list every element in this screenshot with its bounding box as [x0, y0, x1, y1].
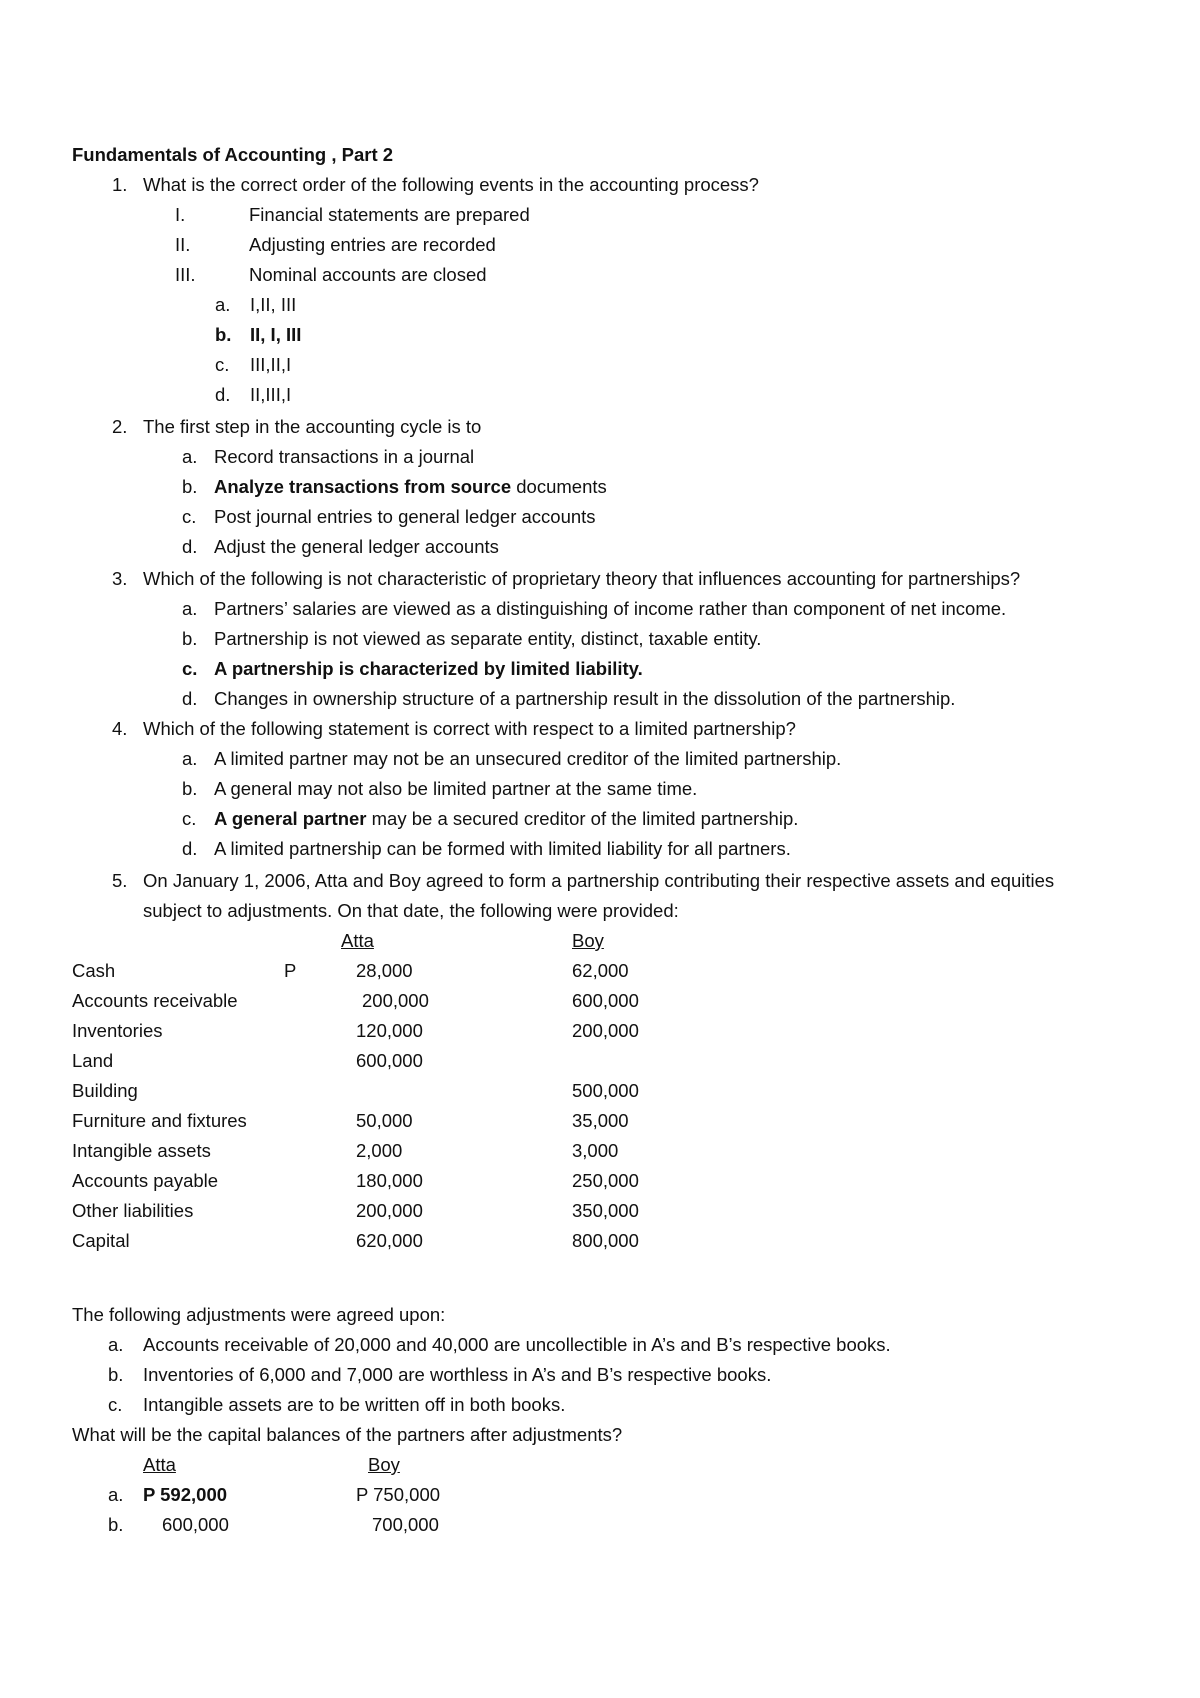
correct-answer: II, I, III [250, 324, 302, 345]
page-title: Fundamentals of Accounting , Part 2 [72, 144, 394, 165]
answer-letter: b. [108, 1514, 124, 1535]
row-label: Capital [72, 1230, 130, 1251]
adjustment-text: Accounts receivable of 20,000 and 40,000 are uncollectible in A’s and B’s respective books. [143, 1334, 891, 1355]
atta-value: 180,000 [356, 1170, 423, 1191]
choice-text: I,II, III [250, 294, 297, 315]
adjustment-letter: b. [108, 1364, 124, 1385]
question-text: What is the correct order of the following events in the accounting process? [143, 174, 759, 195]
choice-letter: c. [182, 658, 198, 679]
answer-atta: 600,000 [162, 1514, 229, 1535]
correct-answer: A general partner [214, 808, 367, 829]
atta-value: 28,000 [356, 960, 413, 981]
correct-answer: Analyze transactions from source [214, 476, 512, 497]
atta-value: 2,000 [356, 1140, 403, 1161]
choice-text: A limited partnership can be formed with limited liability for all partners. [214, 838, 791, 859]
roman-label: III. [175, 264, 196, 285]
boy-value: 3,000 [572, 1140, 619, 1161]
correct-answer-atta: P 592,000 [143, 1484, 228, 1505]
question-text: Which of the following is not characteristic of proprietary theory that influences accounting for partnerships? [143, 568, 1021, 589]
choice-letter: d. [182, 838, 198, 859]
choice-letter: d. [182, 536, 198, 557]
choice-text: Changes in ownership structure of a partnership result in the dissolution of the partnership. [214, 688, 956, 709]
choice-letter: b. [182, 476, 198, 497]
correct-answer: A partnership is characterized by limited liability. [214, 658, 643, 679]
atta-value: 600,000 [356, 1050, 423, 1071]
roman-label: I. [175, 204, 186, 225]
choice-letter: b. [182, 628, 198, 649]
question-number: 4. [112, 718, 128, 739]
roman-label: II. [175, 234, 191, 255]
question-text-cont: subject to adjustments. On that date, the following were provided: [143, 900, 679, 921]
choice-text: Adjust the general ledger accounts [214, 536, 499, 557]
roman-item: Nominal accounts are closed [249, 264, 487, 285]
final-question: What will be the capital balances of the partners after adjustments? [72, 1424, 623, 1445]
choice-text: III,II,I [250, 354, 292, 375]
choice-text [214, 804, 798, 834]
choice-text: Partners’ salaries are viewed as a distinguishing of income rather than component of net income. [214, 598, 1007, 619]
adjustment-text: Inventories of 6,000 and 7,000 are worthless in A’s and B’s respective books. [143, 1364, 772, 1385]
choice-letter: c. [182, 808, 197, 829]
choice-letter: c. [182, 506, 197, 527]
choice-letter: b. [182, 778, 198, 799]
adjustment-letter: c. [108, 1394, 123, 1415]
choice-text [214, 472, 607, 502]
question-number: 1. [112, 174, 128, 195]
choice-text: Record transactions in a journal [214, 446, 475, 467]
boy-value: 62,000 [572, 960, 629, 981]
choice-letter: a. [182, 598, 198, 619]
question-number: 3. [112, 568, 128, 589]
row-label: Inventories [72, 1020, 163, 1041]
choice-text: Partnership is not viewed as separate entity, distinct, taxable entity. [214, 628, 762, 649]
atta-value: 50,000 [356, 1110, 413, 1131]
choice-text: A general may not also be limited partner at the same time. [214, 778, 698, 799]
question-text: Which of the following statement is correct with respect to a limited partnership? [143, 718, 796, 739]
atta-value: 200,000 [362, 990, 429, 1011]
row-label: Furniture and fixtures [72, 1110, 247, 1131]
row-label: Accounts receivable [72, 990, 238, 1011]
choice-letter: d. [215, 384, 231, 405]
boy-value: 250,000 [572, 1170, 639, 1191]
row-label: Land [72, 1050, 114, 1071]
answer-boy: 700,000 [372, 1514, 439, 1535]
question-number: 5. [112, 870, 128, 891]
choice-text: II,III,I [250, 384, 292, 405]
adjustments-intro: The following adjustments were agreed upon: [72, 1304, 446, 1325]
boy-value: 500,000 [572, 1080, 639, 1101]
answer-col-boy: Boy [368, 1454, 400, 1475]
atta-value: 620,000 [356, 1230, 423, 1251]
boy-value: 35,000 [572, 1110, 629, 1131]
boy-value: 800,000 [572, 1230, 639, 1251]
roman-item: Financial statements are prepared [249, 204, 530, 225]
boy-value: 350,000 [572, 1200, 639, 1221]
roman-item: Adjusting entries are recorded [249, 234, 496, 255]
atta-value: 120,000 [356, 1020, 423, 1041]
row-label: Building [72, 1080, 138, 1101]
adjustment-text: Intangible assets are to be written off in both books. [143, 1394, 566, 1415]
choice-letter: b. [215, 324, 232, 345]
question-text: The first step in the accounting cycle is to [143, 416, 482, 437]
choice-text: A limited partner may not be an unsecured creditor of the limited partnership. [214, 748, 842, 769]
boy-value: 200,000 [572, 1020, 639, 1041]
row-label: Accounts payable [72, 1170, 219, 1191]
choice-letter: d. [182, 688, 198, 709]
col-header-atta: Atta [341, 930, 374, 951]
adjustment-letter: a. [108, 1334, 124, 1355]
boy-value: 600,000 [572, 990, 639, 1011]
answer-letter: a. [108, 1484, 124, 1505]
choice-letter: a. [182, 748, 198, 769]
choice-text: Post journal entries to general ledger accounts [214, 506, 596, 527]
col-header-boy: Boy [572, 930, 604, 951]
choice-letter: a. [182, 446, 198, 467]
row-label: Cash [72, 960, 116, 981]
question-number: 2. [112, 416, 128, 437]
choice-letter: a. [215, 294, 231, 315]
choice-text-rest: documents [511, 476, 607, 497]
choice-letter: c. [215, 354, 230, 375]
choice-text-rest: may be a secured creditor of the limited partnership. [366, 808, 799, 829]
answer-col-atta: Atta [143, 1454, 176, 1475]
atta-value: 200,000 [356, 1200, 423, 1221]
row-label: Other liabilities [72, 1200, 194, 1221]
answer-boy: P 750,000 [356, 1484, 441, 1505]
row-label: Intangible assets [72, 1140, 211, 1161]
currency-symbol: P [284, 960, 297, 981]
question-text: On January 1, 2006, Atta and Boy agreed to form a partnership contributing their respective assets and equities [143, 870, 1055, 891]
